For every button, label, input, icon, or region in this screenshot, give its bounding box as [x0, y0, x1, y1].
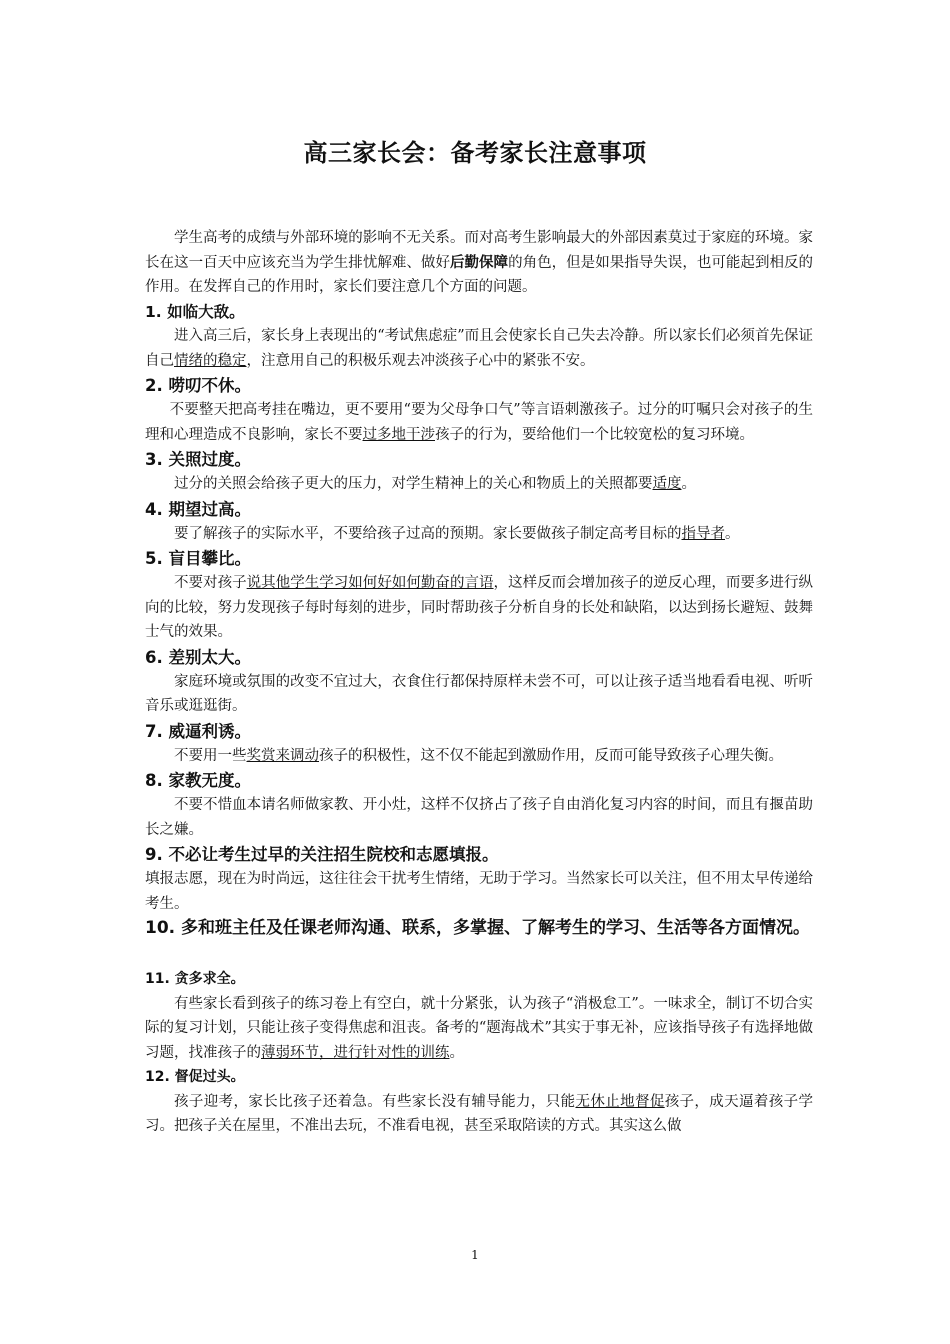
section-text-11: 有些家长看到孩子的练习卷上有空白，就十分紧张，认为孩子“消极怠工”。一味求全，制订不切合实际的复习计划，只能让孩子变得焦虑和沮丧。备考的“题海战术”其实于事无补，应该指导孩子有选择地做习题，找准孩子的薄弱环节，进行针对性的训练。 [145, 995, 813, 1061]
intro-paragraph: 学生高考的成绩与外部环境的影响不无关系。而对高考生影响最大的外部因素莫过于家庭的环境。家长在这一百天中应该充当为学生排忧解难、做好后勤保障的角色，但是如果指导失误，也可能起到相反的作用。在发挥自己的作用时，家长们要注意几个方面的问题。 [145, 230, 814, 295]
underlined-phrase: 适度 [652, 476, 682, 492]
section-heading-2: 2. 唠叨不休。 [145, 376, 251, 395]
section-heading-9: 9. 不必让考生过早的关注招生院校和志愿填报。 [145, 845, 499, 864]
section-text-4: 要了解孩子的实际水平，不要给孩子过高的预期。家长要做孩子制定高考目标的指导者。 [174, 525, 740, 542]
section-heading-6: 6. 差别太大。 [145, 647, 251, 667]
section-text-12: 孩子迎考，家长比孩子还着急。有些家长没有辅导能力，只能无休止地督促孩子，成天逼着孩子学习。把孩子关在屋里，不准出去玩，不准看电视，甚至采取陪读的方式。其实这么做 [145, 1093, 814, 1134]
section-heading-5: 5. 盲目攀比。 [145, 549, 251, 568]
page-number: 1 [471, 1248, 479, 1262]
underlined-phrase: 指导者 [681, 525, 725, 542]
underlined-phrase: 奖赏来调动 [246, 747, 319, 764]
section-heading-7: 7. 威逼利诱。 [145, 721, 251, 741]
section-text-3: 过分的关照会给孩子更大的压力，对学生精神上的关心和物质上的关照都要适度。 [174, 476, 696, 492]
section-heading-11: 11. 贪多求全。 [145, 971, 245, 987]
underlined-phrase: 过多地干涉 [362, 426, 435, 443]
page-title: 高三家长会：备考家长注意事项 [303, 139, 647, 167]
section-text-5: 不要对孩子说其他学生学习如何好如何勤奋的言语，这样反而会增加孩子的逆反心理，而要多进行纵向的比较，努力发现孩子每时每刻的进步，同时帮助孩子分析自身的长处和缺陷，以达到扬长避短、鼓舞士气的效果。 [145, 575, 814, 640]
section-text-7: 不要用一些奖赏来调动孩子的积极性，这不仅不能起到激励作用，反而可能导致孩子心理失衡。 [174, 747, 783, 764]
section-text-1: 进入高三后，家长身上表现出的“考试焦虑症”而且会使家长自己失去冷静。所以家长们必须首先保证自己情绪的稳定，注意用自己的积极乐观去冲淡孩子心中的紧张不安。 [145, 328, 813, 369]
section-heading-3: 3. 关照过度。 [145, 450, 251, 469]
section-heading-10: 10. 多和班主任及任课老师沟通、联系，多掌握、了解考生的学习、生活等各方面情况。 [145, 918, 811, 938]
underlined-phrase: 说其他学生学习如何好如何勤奋的言语 [246, 575, 494, 591]
section-heading-1: 1. 如临大敌。 [145, 302, 245, 321]
underlined-phrase: 薄弱环节，进行针对性的训练 [261, 1044, 450, 1061]
bold-phrase: 后勤保障 [449, 254, 509, 271]
section-text-6: 家庭环境或氛围的改变不宜过大，衣食住行都保持原样未尝不可，可以让孩子适当地看看电视、听听音乐或逛逛街。 [145, 673, 813, 714]
section-heading-12: 12. 督促过头。 [145, 1069, 245, 1085]
underlined-phrase: 无休止地督促 [575, 1093, 665, 1110]
section-heading-8: 8. 家教无度。 [145, 771, 251, 790]
section-text-2: 不要整天把高考挂在嘴边，更不要用“要为父母争口气”等言语刺激孩子。过分的叮嘱只会对孩子的生理和心理造成不良影响，家长不要过多地干涉孩子的行为，要给他们一个比较宽松的复习环境。 [145, 402, 813, 443]
section-text-8: 不要不惜血本请名师做家教、开小灶，这样不仅挤占了孩子自由消化复习内容的时间，而且有揠苗助长之嫌。 [145, 797, 813, 838]
section-heading-4: 4. 期望过高。 [145, 499, 251, 519]
document-body [145, 226, 813, 1139]
section-text-9: 填报志愿，现在为时尚远，这往往会干扰考生情绪，无助于学习。当然家长可以关注，但不用太早传递给考生。 [145, 871, 813, 912]
underlined-phrase: 情绪的稳定 [174, 352, 247, 369]
